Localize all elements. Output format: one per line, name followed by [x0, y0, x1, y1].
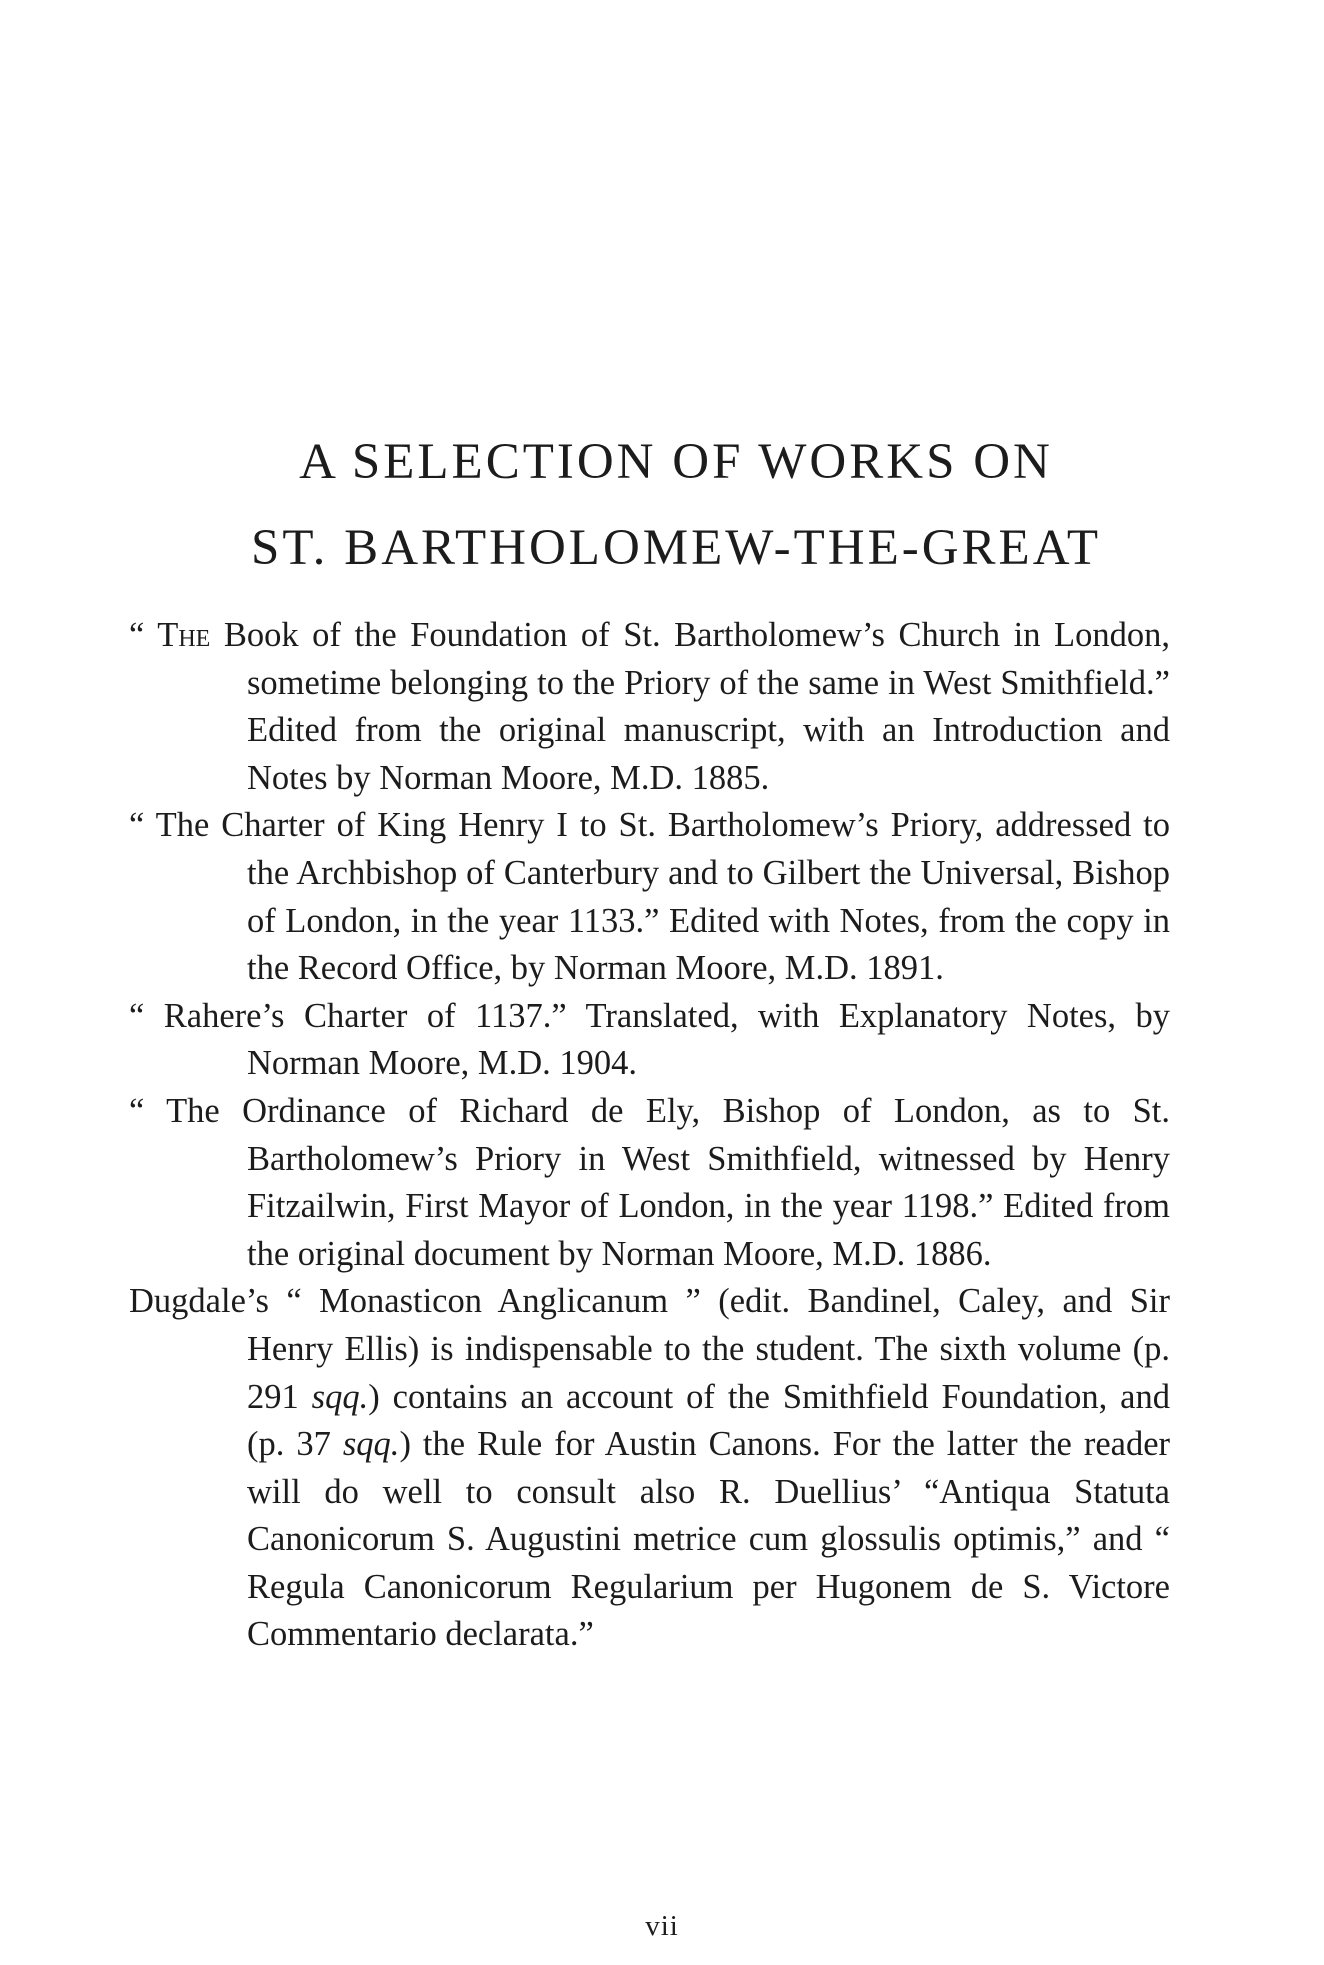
entry-text-part: ) contains an account of the Smithfield Foundation, and (p. 37 [247, 1377, 1170, 1464]
entry-text-part: ) the Rule for Austin Canons. For the latter the reader will do well to consult also R. Duellius’ “Antiqua Statuta Canonicorum S. Augustini metrice cum glossulis optimis,” and “ Regula Canonicorum Regularium per Hugonem de S. Victore Commentario declarata.” [247, 1425, 1170, 1654]
entry-italic-sqq: sqq. [311, 1377, 369, 1416]
entry-italic-sqq: sqq. [342, 1425, 400, 1464]
bibliography-list [129, 612, 1170, 1659]
entry-lead-word: “ The [129, 616, 211, 654]
bibliography-entry-henry-charter: “ The Charter of King Henry I to St. Bartholomew’s Priory, addressed to the Archbishop of Canterbury and to Gilbert the Universal, Bishop of London, in the year 1133.” Edited with Notes, from the copy in the Record Office, by Norman Moore, M.D. 1891. [129, 806, 1170, 988]
bibliography-entry-foundation-book [129, 612, 1170, 802]
bibliography-entry-ordinance-ely: “ The Ordinance of Richard de Ely, Bishop of London, as to St. Bartholomew’s Priory in West Smithfield, witnessed by Henry Fitzailwin, First Mayor of London, in the year 1198.” Edited from the original document by Norman Moore, M.D. 1886. [129, 1091, 1170, 1273]
page-title-line-1: A SELECTION OF WORKS ON [299, 434, 1053, 490]
bibliography-entry-dugdale-monasticon [129, 1278, 1170, 1659]
page-title-line-2: ST. BARTHOLOMEW-THE-GREAT [250, 520, 1102, 576]
bibliography-entry-rahere-charter: “ Rahere’s Charter of 1137.” Translated, with Explanatory Notes, by Norman Moore, M.D. 1904. [129, 996, 1170, 1083]
entry-text-part: Dugdale’s “ Monasticon Anglicanum ” (edit. Bandinel, Caley, and Sir Henry Ellis) is indispensable to the student. The sixth volume (p. 291 [129, 1282, 1170, 1416]
page-number: vii [645, 1910, 679, 1942]
entry-text: Book of the Foundation of St. Bartholomew’s Church in London, sometime belonging to the Priory of the same in West Smithfield.” Edited from the original manuscript, with an Introduction and Notes by Norman Moore, M.D. 1885. [210, 616, 1170, 797]
